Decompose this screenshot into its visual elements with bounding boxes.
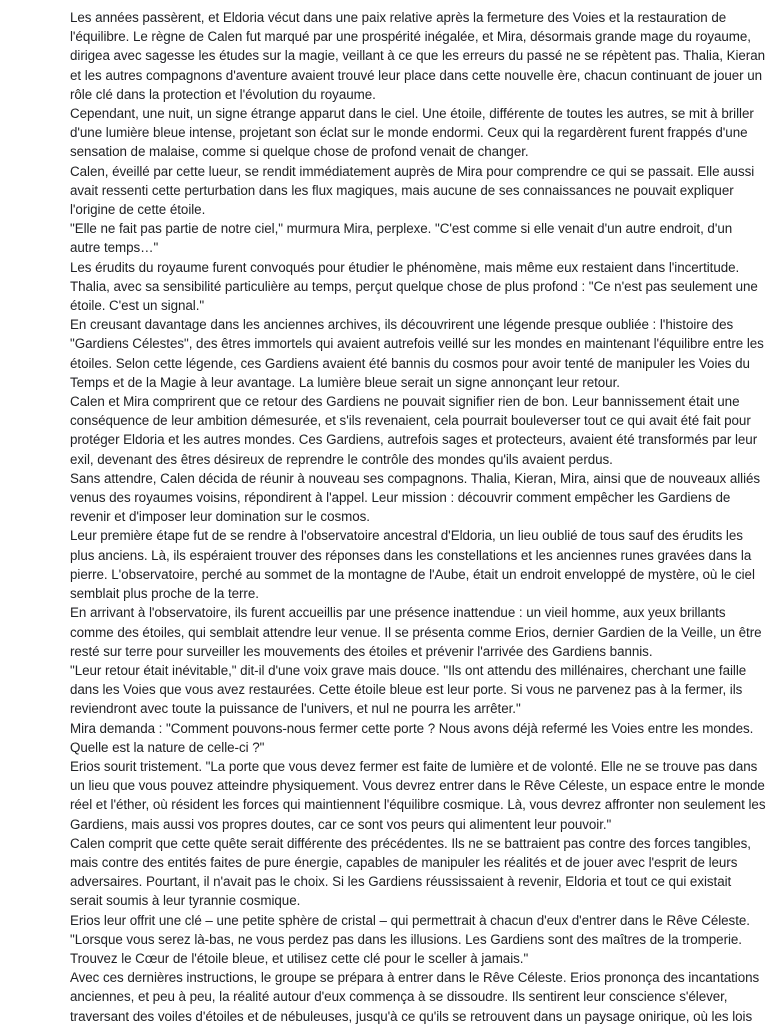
paragraph-16: Avec ces dernières instructions, le groupe se prépara à entrer dans le Rêve Céleste. Erios prononça des incantations anciennes, et peu à peu, la réalité autour d'eux commença à se dissoudre. Ils sentirent leur conscience s'élever, traversant des voiles d'étoiles et de nébuleuses, jusqu'à ce qu'ils se retrouvent dans un paysage onirique, où les lois xyxy=(70,970,760,1024)
document-body xyxy=(70,8,766,1026)
paragraph-10: En arrivant à l'observatoire, ils furent accueillis par une présence inattendue : un vieil homme, aux yeux brillants comme des étoiles, qui semblait attendre leur venue. Il se présenta comme Erios, dernier Gardien de la Veille, un être resté sur terre pour surveiller les mouvements des étoiles et prévenir l'arrivée des Gardiens bannis. xyxy=(70,605,762,659)
paragraph-2: Cependant, une nuit, un signe étrange apparut dans le ciel. Une étoile, différente de toutes les autres, se mit à briller d'une lumière bleue intense, projetant son éclat sur le monde endormi. Ceux qui la regardèrent furent frappés d'une sensation de malaise, comme si quelque chose de profond venait de changer. xyxy=(70,106,754,160)
paragraph-7: Calen et Mira comprirent que ce retour des Gardiens ne pouvait signifier rien de bon. Leur bannissement était une conséquence de leur ambition démesurée, et s'ils revenaient, cela pourrait bouleverser tout ce qui avait été fait pour protéger Eldoria et les autres mondes. Ces Gardiens, autrefois sages et protecteurs, avaient été transformés par leur exil, devenant des êtres désireux de reprendre le contrôle des mondes qu'ils avaient perdus. xyxy=(70,394,758,467)
paragraph-14: Calen comprit que cette quête serait différente des précédentes. Ils ne se battraient pas contre des forces tangibles, mais contre des entités faites de pure énergie, capables de manipuler les réalités et de jouer avec l'esprit de leurs adversaires. Pourtant, il n'avait pas le choix. Si les Gardiens réussissaient à revenir, Eldoria et tout ce qui existait serait soumis à leur tyrannie cosmique. xyxy=(70,835,751,909)
paragraph-6: En creusant davantage dans les anciennes archives, ils découvrirent une légende presque oubliée : l'histoire des "Gardiens Célestes", des êtres immortels qui avaient autrefois veillé sur les mondes en maintenant l'équilibre entre les étoiles. Selon cette légende, ces Gardiens avaient été bannis du cosmos pour avoir tenté de manipuler les Voies du Temps et de la Magie à leur avantage. La lumière bleue serait un signe annonçant leur retour. xyxy=(70,317,764,390)
paragraph-11: "Leur retour était inévitable," dit-il d'une voix grave mais douce. "Ils ont attendu des millénaires, cherchant une faille dans les Voies que vous avez restaurées. Cette étoile bleue est leur porte. Si vous ne parvenez pas à la fermer, ils reviendront avec toute la puissance de l'univers, et nul ne pourra les arrêter." xyxy=(70,662,747,717)
paragraph-9: Leur première étape fut de se rendre à l'observatoire ancestral d'Eldoria, un lieu oublié de tous sauf des érudits les plus anciens. Là, ils espéraient trouver des réponses dans les constellations et les anciennes runes gravées dans la pierre. L'observatoire, perché au sommet de la montagne de l'Aube, était un endroit enveloppé de mystère, où le ciel semblait plus proche de la terre. xyxy=(70,528,755,602)
paragraph-13: Erios sourit tristement. "La porte que vous devez fermer est faite de lumière et de volonté. Elle ne se trouve pas dans un lieu que vous pouvez atteindre physiquement. Vous devrez entrer dans le Rêve Céleste, un espace entre le monde réel et l'éther, où résident les forces qui maintiennent l'équilibre cosmique. Là, vous devrez affronter non seulement les Gardiens, mais aussi vos propres doutes, car ce sont vos peurs qui alimentent leur pouvoir." xyxy=(70,758,766,832)
paragraph-5: Les érudits du royaume furent convoqués pour étudier le phénomène, mais même eux restaient dans l'incertitude. Thalia, avec sa sensibilité particulière au temps, perçut quelque chose de plus profond : "Ce n'est pas seulement une étoile. C'est un signal." xyxy=(70,259,758,314)
paragraph-1: Les années passèrent, et Eldoria vécut dans une paix relative après la fermeture des Voies et la restauration de l'équilibre. Le règne de Calen fut marqué par une prospérité inégalée, et Mira, désormais grande mage du royaume, dirigea avec sagesse les études sur la magie, veillant à ce que les erreurs du passé ne se répètent pas. Thalia, Kieran et les autres compagnons d'aventure avaient trouvé leur place dans cette nouvelle ère, chacun continuant de jouer un rôle clé dans la protection et l'évolution du royaume. xyxy=(70,10,765,102)
paragraph-3: Calen, éveillé par cette lueur, se rendit immédiatement auprès de Mira pour comprendre ce qui se passait. Elle aussi avait ressenti cette perturbation dans les flux magiques, mais aucune de ses connaissances ne pouvait expliquer l'origine de cette étoile. xyxy=(70,163,755,218)
paragraph-4: "Elle ne fait pas partie de notre ciel," murmura Mira, perplexe. "C'est comme si elle venait d'un autre endroit, d'un autre temps…" xyxy=(70,221,733,256)
paragraph-12: Mira demanda : "Comment pouvons-nous fermer cette porte ? Nous avons déjà refermé les Voies entre les mondes. Quelle est la nature de celle-ci ?" xyxy=(70,720,754,755)
paragraph-15: Erios leur offrit une clé – une petite sphère de cristal – qui permettrait à chacun d'eux d'entrer dans le Rêve Céleste. "Lorsque vous serez là-bas, ne vous perdez pas dans les illusions. Les Gardiens sont des maîtres de la tromperie. Trouvez le Cœur de l'étoile bleue, et utilisez cette clé pour le sceller à jamais." xyxy=(70,912,750,966)
paragraph-8: Sans attendre, Calen décida de réunir à nouveau ses compagnons. Thalia, Kieran, Mira, ainsi que de nouveaux alliés venus des royaumes voisins, répondirent à l'appel. Leur mission : découvrir comment empêcher les Gardiens de revenir et d'imposer leur domination sur le cosmos. xyxy=(70,470,761,525)
